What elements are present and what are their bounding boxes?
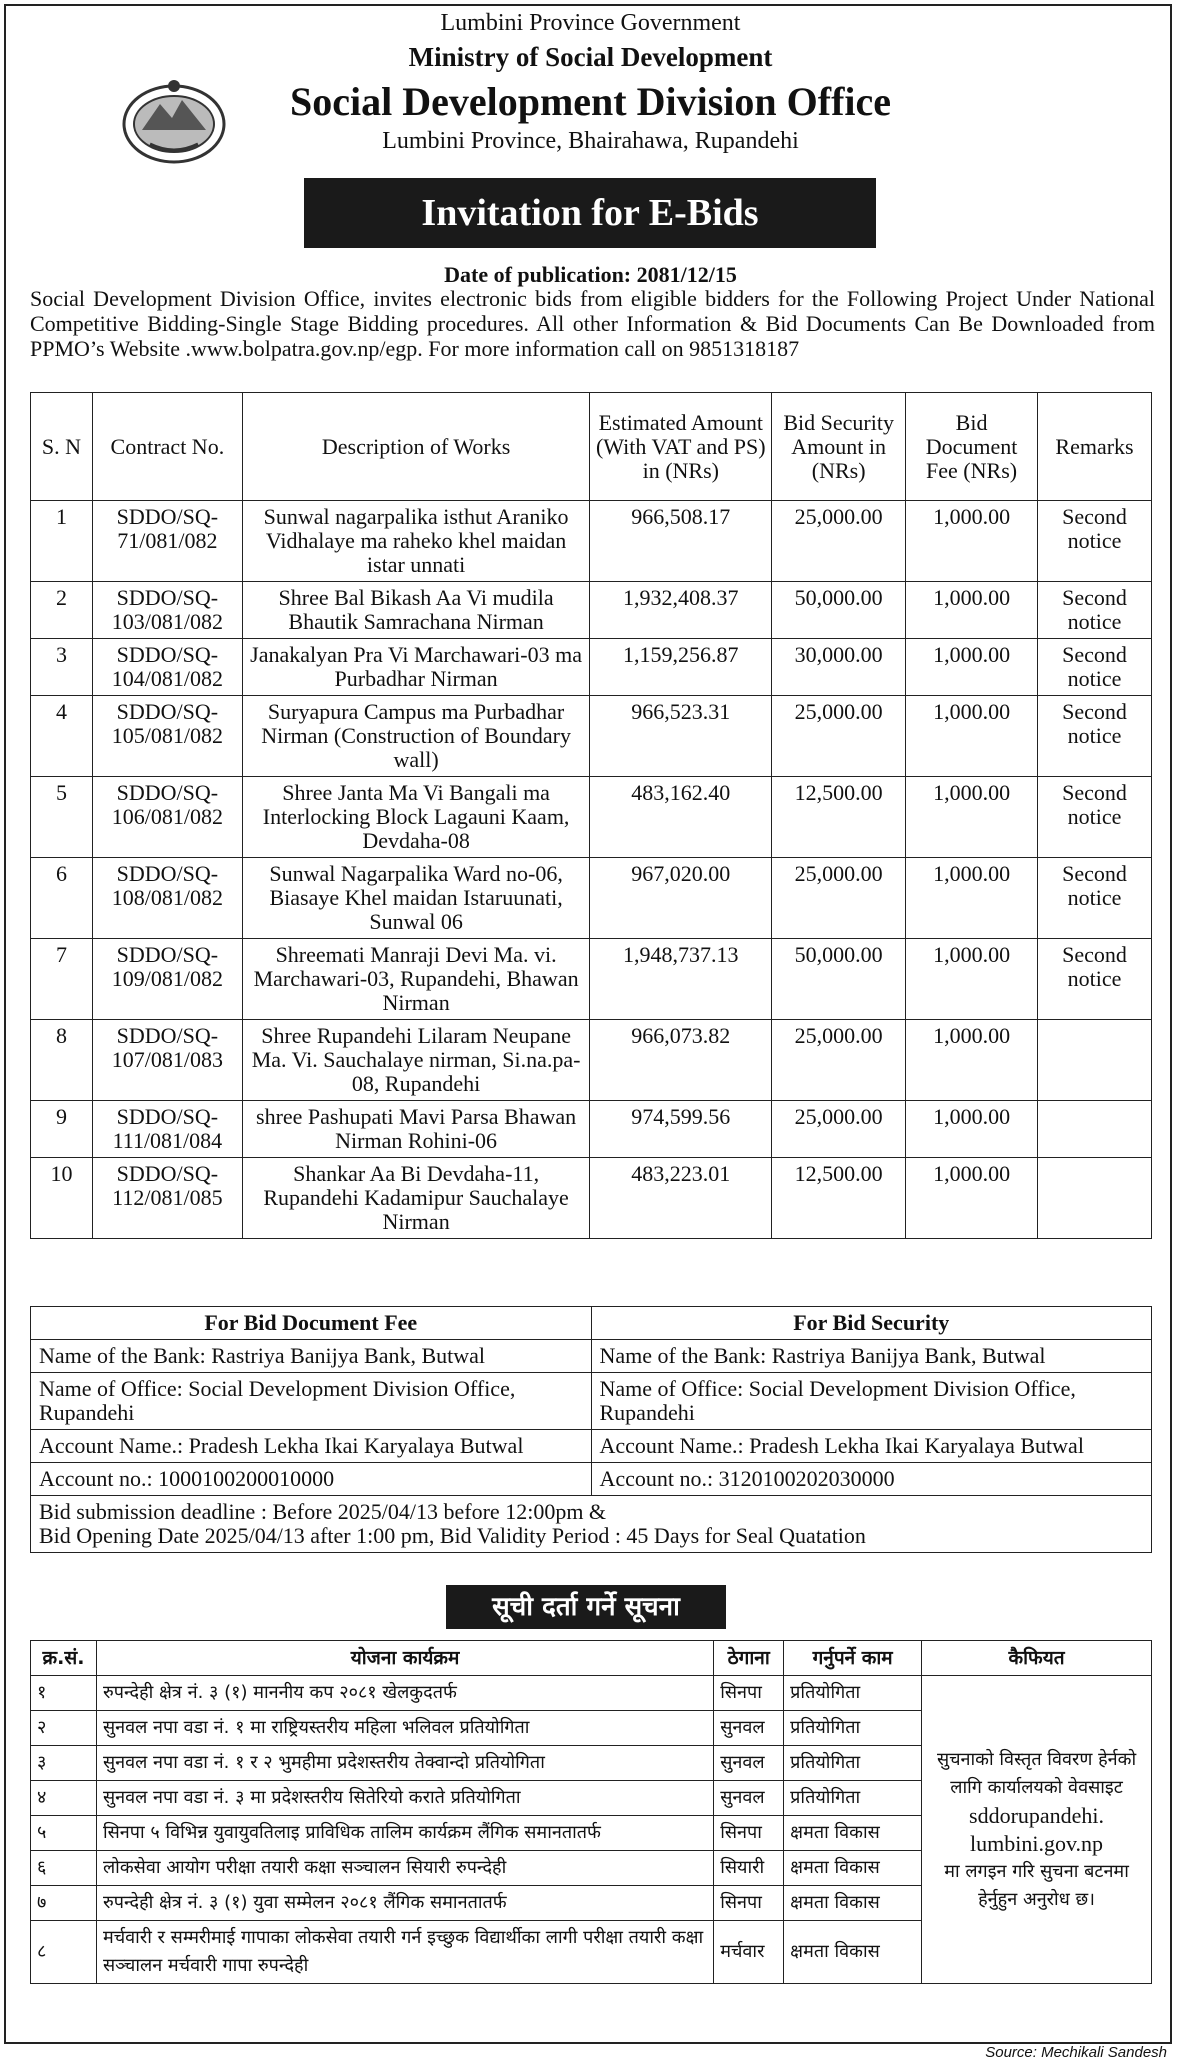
col-amount: Estimated Amount (With VAT and PS) in (NRs) — [590, 393, 772, 501]
np-col-address: ठेगाना — [714, 1641, 784, 1676]
row-security: 25,000.00 — [772, 1101, 906, 1158]
np-row-sn: २ — [31, 1711, 97, 1746]
row-amount: 1,932,408.37 — [590, 582, 772, 639]
deadline-line1: Bid submission deadline : Before 2025/04/13 before 12:00pm & — [39, 1499, 607, 1524]
row-fee: 1,000.00 — [906, 777, 1038, 858]
row-security: 30,000.00 — [772, 639, 906, 696]
row-sn: 9 — [31, 1101, 93, 1158]
np-row-program: मर्चवारी र सम्मरीमाई गापाका लोकसेवा तयारी गर्न इच्छुक विद्यार्थीका लागी परीक्षा तयारी कक्षा सञ्चालन मर्चवारी गापा रुपन्देही — [96, 1921, 713, 1984]
row-security: 50,000.00 — [772, 939, 906, 1020]
row-contract: SDDO/SQ-107/081/083 — [92, 1020, 242, 1101]
row-amount: 966,073.82 — [590, 1020, 772, 1101]
bid-row — [31, 858, 1152, 939]
row-sn: 4 — [31, 696, 93, 777]
row-contract: SDDO/SQ-104/081/082 — [92, 639, 242, 696]
np-row-sn: ७ — [31, 1886, 97, 1921]
fee-account-name: Account Name.: Pradesh Lekha Ikai Karyalaya Butwal — [31, 1430, 592, 1463]
row-contract: SDDO/SQ-112/081/085 — [92, 1158, 242, 1239]
row-fee: 1,000.00 — [906, 939, 1038, 1020]
row-remarks — [1038, 1158, 1152, 1239]
col-remarks: Remarks — [1038, 393, 1152, 501]
row-sn: 7 — [31, 939, 93, 1020]
row-description: Shankar Aa Bi Devdaha-11, Rupandehi Kadamipur Sauchalaye Nirman — [242, 1158, 590, 1239]
intro-paragraph: Social Development Division Office, invites electronic bids from eligible bidders for the Following Project Under National Competitive Bidding-Single Stage Bidding procedures. All other Information & Bid Documents Can Be Downloaded from PPMO’s Website .www.bolpatra.gov.np/egp. For more information call on 9851318187 — [30, 286, 1155, 361]
col-fee: Bid Document Fee (NRs) — [906, 393, 1038, 501]
row-description: Sunwal Nagarpalika Ward no-06, Biasaye Khel maidan Istaruunati, Sunwal 06 — [242, 858, 590, 939]
row-fee: 1,000.00 — [906, 501, 1038, 582]
np-row-work: क्षमता विकास — [784, 1921, 922, 1984]
row-security: 25,000.00 — [772, 1020, 906, 1101]
np-col-work: गर्नुपर्ने काम — [784, 1641, 922, 1676]
row-sn: 5 — [31, 777, 93, 858]
row-sn: 6 — [31, 858, 93, 939]
row-contract: SDDO/SQ-71/081/082 — [92, 501, 242, 582]
np-remarks-url: sddorupandehi. lumbini.gov.np — [969, 1802, 1105, 1856]
row-contract: SDDO/SQ-109/081/082 — [92, 939, 242, 1020]
bids-table — [30, 392, 1152, 1239]
row-remarks — [1038, 1020, 1152, 1101]
row-sn: 3 — [31, 639, 93, 696]
np-row-sn: ३ — [31, 1746, 97, 1781]
row-sn: 2 — [31, 582, 93, 639]
fee-office-name: Name of Office: Social Development Division Office, Rupandehi — [31, 1373, 592, 1430]
np-row-address: मर्चवार — [714, 1921, 784, 1984]
row-security: 50,000.00 — [772, 582, 906, 639]
row-amount: 966,523.31 — [590, 696, 772, 777]
nepali-notice-table — [30, 1640, 1152, 1984]
province-government: Lumbini Province Government — [440, 10, 741, 36]
security-header: For Bid Security — [591, 1307, 1152, 1340]
bid-row — [31, 696, 1152, 777]
row-fee: 1,000.00 — [906, 696, 1038, 777]
row-security: 12,500.00 — [772, 1158, 906, 1239]
security-bank-name: Name of the Bank: Rastriya Banijya Bank, Butwal — [591, 1340, 1152, 1373]
np-row-program: सिनपा ५ विभिन्न युवायुवतिलाइ प्राविधिक तालिम कार्यक्रम लैंगिक समानतातर्फ — [96, 1816, 713, 1851]
notice-title: Invitation for E-Bids — [304, 178, 876, 248]
row-contract: SDDO/SQ-108/081/082 — [92, 858, 242, 939]
row-remarks: Second notice — [1038, 501, 1152, 582]
bid-row — [31, 639, 1152, 696]
bank-details-table — [30, 1306, 1152, 1553]
row-remarks: Second notice — [1038, 939, 1152, 1020]
np-row-program: सुनवल नपा वडा नं. १ र २ भुमहीमा प्रदेशस्तरीय तेक्वान्दो प्रतियोगिता — [96, 1746, 713, 1781]
row-security: 25,000.00 — [772, 858, 906, 939]
row-security: 25,000.00 — [772, 501, 906, 582]
bid-row — [31, 1020, 1152, 1101]
row-amount: 483,223.01 — [590, 1158, 772, 1239]
fee-account-no: Account no.: 1000100200010000 — [31, 1463, 592, 1496]
np-row-work: प्रतियोगिता — [784, 1746, 922, 1781]
bid-row — [31, 501, 1152, 582]
col-description: Description of Works — [242, 393, 590, 501]
bid-row — [31, 777, 1152, 858]
np-row-program: लोकसेवा आयोग परीक्षा तयारी कक्षा सञ्चालन सियारी रुपन्देही — [96, 1851, 713, 1886]
row-security: 25,000.00 — [772, 696, 906, 777]
row-amount: 1,948,737.13 — [590, 939, 772, 1020]
np-col-program: योजना कार्यक्रम — [96, 1641, 713, 1676]
np-row-address: सुनवल — [714, 1746, 784, 1781]
np-remarks-text1: सुचनाको विस्तृत विवरण हेर्नको लागि कार्यालयको वेवसाइट — [936, 1748, 1137, 1798]
row-contract: SDDO/SQ-111/081/084 — [92, 1101, 242, 1158]
row-fee: 1,000.00 — [906, 1020, 1038, 1101]
row-security: 12,500.00 — [772, 777, 906, 858]
security-office-name: Name of Office: Social Development Division Office, Rupandehi — [591, 1373, 1152, 1430]
security-account-name: Account Name.: Pradesh Lekha Ikai Karyalaya Butwal — [591, 1430, 1152, 1463]
row-sn: 8 — [31, 1020, 93, 1101]
np-row-program: रुपन्देही क्षेत्र नं. ३ (१) युवा सम्मेलन २०८१ लैंगिक समानतातर्फ — [96, 1886, 713, 1921]
np-row-program: रुपन्देही क्षेत्र नं. ३ (१) माननीय कप २०८१ खेलकुदतर्फ — [96, 1676, 713, 1711]
row-contract: SDDO/SQ-106/081/082 — [92, 777, 242, 858]
col-security: Bid Security Amount in (NRs) — [772, 393, 906, 501]
row-contract: SDDO/SQ-103/081/082 — [92, 582, 242, 639]
row-remarks: Second notice — [1038, 858, 1152, 939]
row-fee: 1,000.00 — [906, 1158, 1038, 1239]
np-row-work: क्षमता विकास — [784, 1851, 922, 1886]
np-row — [31, 1676, 1152, 1711]
row-description: Sunwal nagarpalika isthut Araniko Vidhalaye ma raheko khel maidan istar unnati — [242, 501, 590, 582]
office-name: Social Development Division Office — [289, 79, 892, 124]
deadline-line2: Bid Opening Date 2025/04/13 after 1:00 pm, Bid Validity Period : 45 Days for Seal Quatation — [39, 1523, 866, 1548]
np-remarks-text2: मा लगइन गरि सुचना बटनमा हेर्नुहुन अनुरोध छ। — [944, 1860, 1129, 1910]
row-description: Suryapura Campus ma Purbadhar Nirman (Construction of Boundary wall) — [242, 696, 590, 777]
np-row-sn: ५ — [31, 1816, 97, 1851]
np-row-address: सिनपा — [714, 1676, 784, 1711]
np-row-program: सुनवल नपा वडा नं. १ मा राष्ट्रियस्तरीय महिला भलिवल प्रतियोगिता — [96, 1711, 713, 1746]
row-remarks: Second notice — [1038, 696, 1152, 777]
row-amount: 966,508.17 — [590, 501, 772, 582]
fee-header: For Bid Document Fee — [31, 1307, 592, 1340]
row-remarks: Second notice — [1038, 582, 1152, 639]
np-remarks-cell — [922, 1676, 1152, 1984]
row-amount: 974,599.56 — [590, 1101, 772, 1158]
np-row-address: सियारी — [714, 1851, 784, 1886]
row-fee: 1,000.00 — [906, 582, 1038, 639]
np-row-work: प्रतियोगिता — [784, 1711, 922, 1746]
row-fee: 1,000.00 — [906, 858, 1038, 939]
ministry-name: Ministry of Social Development — [408, 42, 773, 72]
bid-row — [31, 582, 1152, 639]
np-row-work: क्षमता विकास — [784, 1816, 922, 1851]
np-row-address: सिनपा — [714, 1886, 784, 1921]
source-credit: Source: Mechikali Sandesh — [985, 2044, 1167, 2061]
row-remarks: Second notice — [1038, 639, 1152, 696]
row-description: Shreemati Manraji Devi Ma. vi. Marchawari-03, Rupandehi, Bhawan Nirman — [242, 939, 590, 1020]
row-description: Janakalyan Pra Vi Marchawari-03 ma Purbadhar Nirman — [242, 639, 590, 696]
row-description: Shree Bal Bikash Aa Vi mudila Bhautik Samrachana Nirman — [242, 582, 590, 639]
fee-bank-name: Name of the Bank: Rastriya Banijya Bank, Butwal — [31, 1340, 592, 1373]
row-amount: 967,020.00 — [590, 858, 772, 939]
np-col-remarks: कैफियत — [922, 1641, 1152, 1676]
col-contract: Contract No. — [92, 393, 242, 501]
np-row-address: सुनवल — [714, 1711, 784, 1746]
col-sn: S. N — [31, 393, 93, 501]
row-sn: 10 — [31, 1158, 93, 1239]
row-remarks — [1038, 1101, 1152, 1158]
np-row-sn: ६ — [31, 1851, 97, 1886]
row-fee: 1,000.00 — [906, 639, 1038, 696]
row-contract: SDDO/SQ-105/081/082 — [92, 696, 242, 777]
publication-date: Date of publication: 2081/12/15 — [444, 262, 737, 287]
row-amount: 483,162.40 — [590, 777, 772, 858]
np-row-sn: ४ — [31, 1781, 97, 1816]
np-row-sn: ८ — [31, 1921, 97, 1984]
np-row-address: सुनवल — [714, 1781, 784, 1816]
np-row-work: क्षमता विकास — [784, 1886, 922, 1921]
row-description: shree Pashupati Mavi Parsa Bhawan Nirman Rohini-06 — [242, 1101, 590, 1158]
deadline-cell — [31, 1496, 1152, 1553]
row-sn: 1 — [31, 501, 93, 582]
np-col-sn: क्र.सं. — [31, 1641, 97, 1676]
bid-row — [31, 1101, 1152, 1158]
bid-row — [31, 1158, 1152, 1239]
np-row-address: सिनपा — [714, 1816, 784, 1851]
np-row-work: प्रतियोगिता — [784, 1676, 922, 1711]
np-row-work: प्रतियोगिता — [784, 1781, 922, 1816]
row-fee: 1,000.00 — [906, 1101, 1038, 1158]
row-remarks: Second notice — [1038, 777, 1152, 858]
row-description: Shree Janta Ma Vi Bangali ma Interlocking Block Lagauni Kaam, Devdaha-08 — [242, 777, 590, 858]
np-row-program: सुनवल नपा वडा नं. ३ मा प्रदेशस्तरीय सितेरियो कराते प्रतियोगिता — [96, 1781, 713, 1816]
np-notice-title: सूची दर्ता गर्ने सूचना — [446, 1585, 726, 1629]
security-account-no: Account no.: 3120100202030000 — [591, 1463, 1152, 1496]
np-row-sn: १ — [31, 1676, 97, 1711]
row-description: Shree Rupandehi Lilaram Neupane Ma. Vi. Sauchalaye nirman, Si.na.pa-08, Rupandehi — [242, 1020, 590, 1101]
bid-row — [31, 939, 1152, 1020]
office-address: Lumbini Province, Bhairahawa, Rupandehi — [382, 128, 799, 154]
row-amount: 1,159,256.87 — [590, 639, 772, 696]
